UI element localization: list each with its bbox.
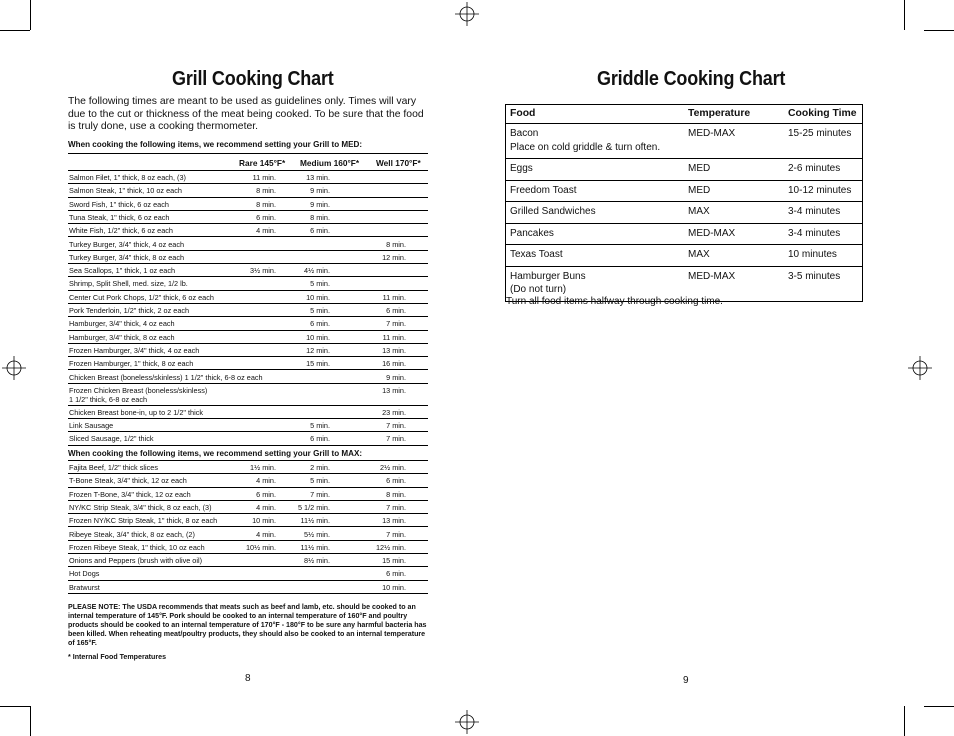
time-cell: 2-6 minutes	[784, 159, 863, 181]
temperature-cell: MAX	[684, 245, 784, 267]
table-row	[506, 202, 863, 224]
page-title: Griddle Cooking Chart	[597, 68, 786, 90]
table-header-row	[506, 105, 863, 124]
time-well: 6 min.	[386, 569, 406, 579]
time-rare: 4 min.	[256, 226, 276, 236]
time-medium: 5 min.	[310, 306, 330, 315]
food-note: Place on cold griddle & turn often.	[510, 141, 661, 153]
time-well: 13 min.	[382, 385, 406, 395]
crop-mark	[904, 0, 905, 30]
food-item: Shrimp, Split Shell, med. size, 1/2 lb.	[69, 279, 188, 289]
time-well: 7 min.	[386, 529, 406, 539]
time-well: 12½ min.	[375, 542, 406, 552]
table-row	[68, 238, 428, 251]
time-well: 8 min.	[386, 239, 406, 249]
food-cell	[506, 245, 685, 267]
time-medium: 5 min.	[310, 476, 330, 486]
time-well: 16 min.	[382, 359, 406, 369]
time-well: 7 min.	[386, 421, 406, 431]
food-name: Grilled Sandwiches	[510, 206, 596, 217]
table-row	[68, 211, 428, 224]
time-medium: 5½ min.	[304, 529, 330, 539]
time-rare: 10½ min.	[245, 542, 276, 552]
time-medium: 8 min.	[310, 212, 330, 222]
time-well: 7 min.	[386, 319, 406, 329]
time-medium: 9 min.	[310, 199, 330, 209]
table-row	[68, 384, 428, 406]
section-heading-max: When cooking the following items, we recommend setting your Grill to MAX:	[68, 449, 363, 458]
time-rare: 1½ min.	[250, 463, 276, 472]
table-row	[68, 432, 428, 445]
table-row	[68, 264, 428, 277]
crop-mark	[904, 706, 905, 736]
time-cell: 3-5 minutes	[784, 266, 863, 301]
time-cell: 10 minutes	[784, 245, 863, 267]
time-medium: 10 min.	[306, 332, 330, 342]
table-row	[68, 514, 428, 527]
section-heading-med: When cooking the following items, we recommend setting your Grill to MED:	[68, 140, 363, 149]
time-medium: 11½ min.	[300, 542, 330, 552]
table-row	[506, 223, 863, 245]
table-row	[68, 461, 428, 474]
food-item: Turkey Burger, 3/4" thick, 8 oz each	[69, 252, 185, 262]
food-name: Texas Toast	[510, 249, 563, 260]
time-well: 13 min.	[382, 345, 406, 355]
food-cell	[506, 202, 685, 224]
table-row	[68, 224, 428, 237]
food-item: Frozen Hamburger, 1" thick, 8 oz each	[69, 359, 194, 369]
time-rare: 6 min.	[256, 212, 276, 222]
table-row	[68, 331, 428, 344]
header-temperature: Temperature	[684, 105, 784, 124]
time-well: 12 min.	[382, 252, 406, 262]
header-time: Cooking Time	[784, 105, 863, 124]
time-medium: 5 min.	[310, 279, 330, 289]
table-row	[68, 541, 428, 554]
crop-mark	[30, 706, 31, 736]
food-item: Hamburger, 3/4" thick, 8 oz each	[69, 332, 175, 342]
food-item: Frozen T-Bone, 3/4" thick, 12 oz each	[69, 489, 191, 499]
registration-mark-icon	[455, 2, 479, 26]
table-row	[68, 501, 428, 514]
time-medium: 15 min.	[306, 359, 330, 369]
time-well: 2½ min.	[380, 463, 406, 472]
table-row	[68, 291, 428, 304]
time-well: 10 min.	[382, 582, 406, 592]
temperature-cell: MED	[684, 180, 784, 202]
table-row	[68, 277, 428, 290]
table-row	[68, 184, 428, 197]
food-item: White Fish, 1/2" thick, 6 oz each	[69, 226, 173, 236]
table-row	[68, 317, 428, 330]
griddle-body	[506, 124, 863, 302]
time-well: 15 min.	[382, 556, 406, 566]
column-header-well: Well 170°F*	[376, 158, 421, 168]
food-item: Bratwurst	[69, 582, 100, 592]
food-item: Frozen Chicken Breast (boneless/skinless) 1 1/2" thick, 6-8 oz each	[69, 385, 208, 404]
intro-paragraph: The following times are meant to be used as guidelines only. Times will vary due to the cut or thickness of the meat being cooked. To be sure that the food is truly done, use a cooking thermometer.	[68, 96, 424, 132]
food-item: Chicken Breast bone-in, up to 2 1/2" thick	[69, 407, 204, 417]
page-number: 9	[683, 675, 689, 686]
table-row	[68, 554, 428, 567]
crop-mark	[30, 0, 31, 30]
time-well: 7 min.	[386, 502, 406, 512]
time-medium: 6 min.	[310, 226, 330, 236]
temperature-cell: MAX	[684, 202, 784, 224]
time-medium: 6 min.	[310, 434, 330, 444]
food-item: Turkey Burger, 3/4" thick, 4 oz each	[69, 239, 185, 249]
time-medium: 5 min.	[310, 421, 330, 431]
time-rare: 10 min.	[252, 516, 276, 526]
usda-note: PLEASE NOTE: The USDA recommends that meats such as beef and lamb, etc. should be cooked to an internal temperature of 145°F. Pork should be cooked to an internal temperature of 160°F and poultry products should be cooked to an internal temperature of 170°F - 180°F to be sure any harmful bacteria has been killed. When reheating meat/poultry products, they should also be cooked to an internal temperature of 165°F.	[68, 603, 427, 647]
table-row	[68, 304, 428, 317]
food-item: Sword Fish, 1" thick, 6 oz each	[69, 199, 169, 209]
time-rare: 4 min.	[256, 502, 276, 512]
time-medium: 12 min.	[306, 345, 330, 355]
temperature-cell: MED-MAX	[684, 223, 784, 245]
table-row	[68, 474, 428, 487]
food-note: (Do not turn)	[510, 284, 567, 295]
table-row	[68, 344, 428, 357]
griddle-table	[505, 104, 863, 302]
page-title: Grill Cooking Chart	[172, 68, 334, 90]
registration-mark-icon	[908, 356, 932, 380]
table-row	[68, 528, 428, 541]
column-header-rare: Rare 145°F*	[239, 158, 286, 168]
crop-mark	[924, 706, 954, 707]
time-medium: 11½ min.	[300, 516, 330, 526]
food-item: Frozen Ribeye Steak, 1" thick, 10 oz each	[69, 542, 205, 552]
time-well: 7 min.	[386, 434, 406, 444]
table-row	[506, 180, 863, 202]
table-row	[506, 245, 863, 267]
table-row	[68, 198, 428, 211]
food-item: Hamburger, 3/4" thick, 4 oz each	[69, 319, 175, 329]
table-row	[68, 419, 428, 432]
registration-mark-icon	[2, 356, 26, 380]
time-medium: 5 1/2 min.	[297, 502, 330, 512]
time-well: 11 min.	[382, 292, 406, 302]
time-rare: 4 min.	[256, 529, 276, 539]
time-rare: 11 min.	[252, 173, 276, 182]
food-name: Eggs	[510, 163, 533, 174]
time-cell: 15-25 minutes	[784, 124, 863, 159]
registration-mark-icon	[455, 710, 479, 734]
table-row	[68, 171, 428, 184]
food-name: Freedom Toast	[510, 184, 577, 196]
crop-mark	[924, 30, 954, 31]
table-row	[68, 581, 428, 594]
time-medium: 10 min.	[306, 292, 330, 302]
table-row	[68, 251, 428, 264]
crop-mark	[0, 30, 30, 31]
header-food: Food	[506, 105, 685, 124]
food-item: Chicken Breast (boneless/skinless) 1 1/2" thick, 6-8 oz each	[69, 372, 263, 382]
table-row	[68, 488, 428, 501]
time-medium: 13 min.	[306, 173, 330, 182]
food-item: Salmon Filet, 1" thick, 8 oz each, (3)	[69, 173, 186, 182]
food-cell	[506, 159, 685, 181]
food-item: Frozen NY/KC Strip Steak, 1" thick, 8 oz each	[69, 516, 218, 526]
food-item: NY/KC Strip Steak, 3/4" thick, 8 oz each, (3)	[69, 502, 212, 512]
food-item: Fajita Beef, 1/2" thick slices	[69, 463, 158, 472]
temperature-cell: MED-MAX	[684, 266, 784, 301]
food-item: Tuna Steak, 1" thick, 6 oz each	[69, 212, 170, 222]
food-item: Frozen Hamburger, 3/4" thick, 4 oz each	[69, 345, 200, 355]
food-cell	[506, 223, 685, 245]
time-cell: 10-12 minutes	[784, 180, 863, 202]
food-item: Ribeye Steak, 3/4" thick, 8 oz each, (2)	[69, 529, 195, 539]
food-cell	[506, 124, 685, 159]
time-well: 9 min.	[386, 372, 406, 382]
time-medium: 4½ min.	[304, 266, 330, 276]
time-cell: 3-4 minutes	[784, 202, 863, 224]
footnote: * Internal Food Temperatures	[68, 653, 167, 661]
food-item: Hot Dogs	[69, 569, 100, 579]
time-well: 6 min.	[386, 306, 406, 315]
time-medium: 9 min.	[310, 186, 330, 196]
time-medium: 2 min.	[310, 463, 330, 472]
food-name: Hamburger Buns	[510, 270, 586, 282]
column-header-medium: Medium 160°F*	[300, 158, 360, 168]
divider	[68, 153, 428, 154]
food-item: Salmon Steak, 1" thick, 10 oz each	[69, 186, 182, 196]
food-item: Sliced Sausage, 1/2" thick	[69, 434, 154, 444]
time-rare: 3½ min.	[250, 266, 276, 276]
food-name: Bacon	[510, 128, 539, 139]
time-rare: 6 min.	[256, 489, 276, 499]
time-well: 23 min.	[382, 407, 406, 417]
griddle-footer-note: Turn all food items halfway through cooking time.	[506, 296, 723, 307]
page-number: 8	[245, 673, 251, 684]
time-well: 11 min.	[382, 332, 406, 342]
food-cell	[506, 180, 685, 202]
table-row	[68, 371, 428, 384]
table-row	[68, 357, 428, 370]
time-rare: 8 min.	[256, 186, 276, 196]
time-rare: 4 min.	[256, 476, 276, 486]
time-medium: 6 min.	[310, 319, 330, 329]
table-row	[506, 159, 863, 181]
temperature-cell: MED	[684, 159, 784, 181]
time-well: 8 min.	[386, 489, 406, 499]
time-well: 13 min.	[382, 516, 406, 526]
time-rare: 8 min.	[256, 199, 276, 209]
food-item: Center Cut Pork Chops, 1/2" thick, 6 oz each	[69, 292, 214, 302]
food-item: T-Bone Steak, 3/4" thick, 12 oz each	[69, 476, 187, 486]
food-item: Sea Scallops, 1" thick, 1 oz each	[69, 266, 176, 276]
food-item: Onions and Peppers (brush with olive oil)	[69, 556, 203, 566]
time-cell: 3-4 minutes	[784, 223, 863, 245]
table-row	[68, 406, 428, 419]
food-item: Link Sausage	[69, 421, 114, 431]
food-name: Pancakes	[510, 227, 554, 239]
food-item: Pork Tenderloin, 1/2" thick, 2 oz each	[69, 306, 190, 315]
crop-mark	[0, 706, 30, 707]
time-well: 6 min.	[386, 476, 406, 486]
table-row	[506, 124, 863, 159]
time-medium: 8½ min.	[304, 556, 330, 566]
temperature-cell: MED-MAX	[684, 124, 784, 159]
time-medium: 7 min.	[310, 489, 330, 499]
table-row	[68, 567, 428, 580]
